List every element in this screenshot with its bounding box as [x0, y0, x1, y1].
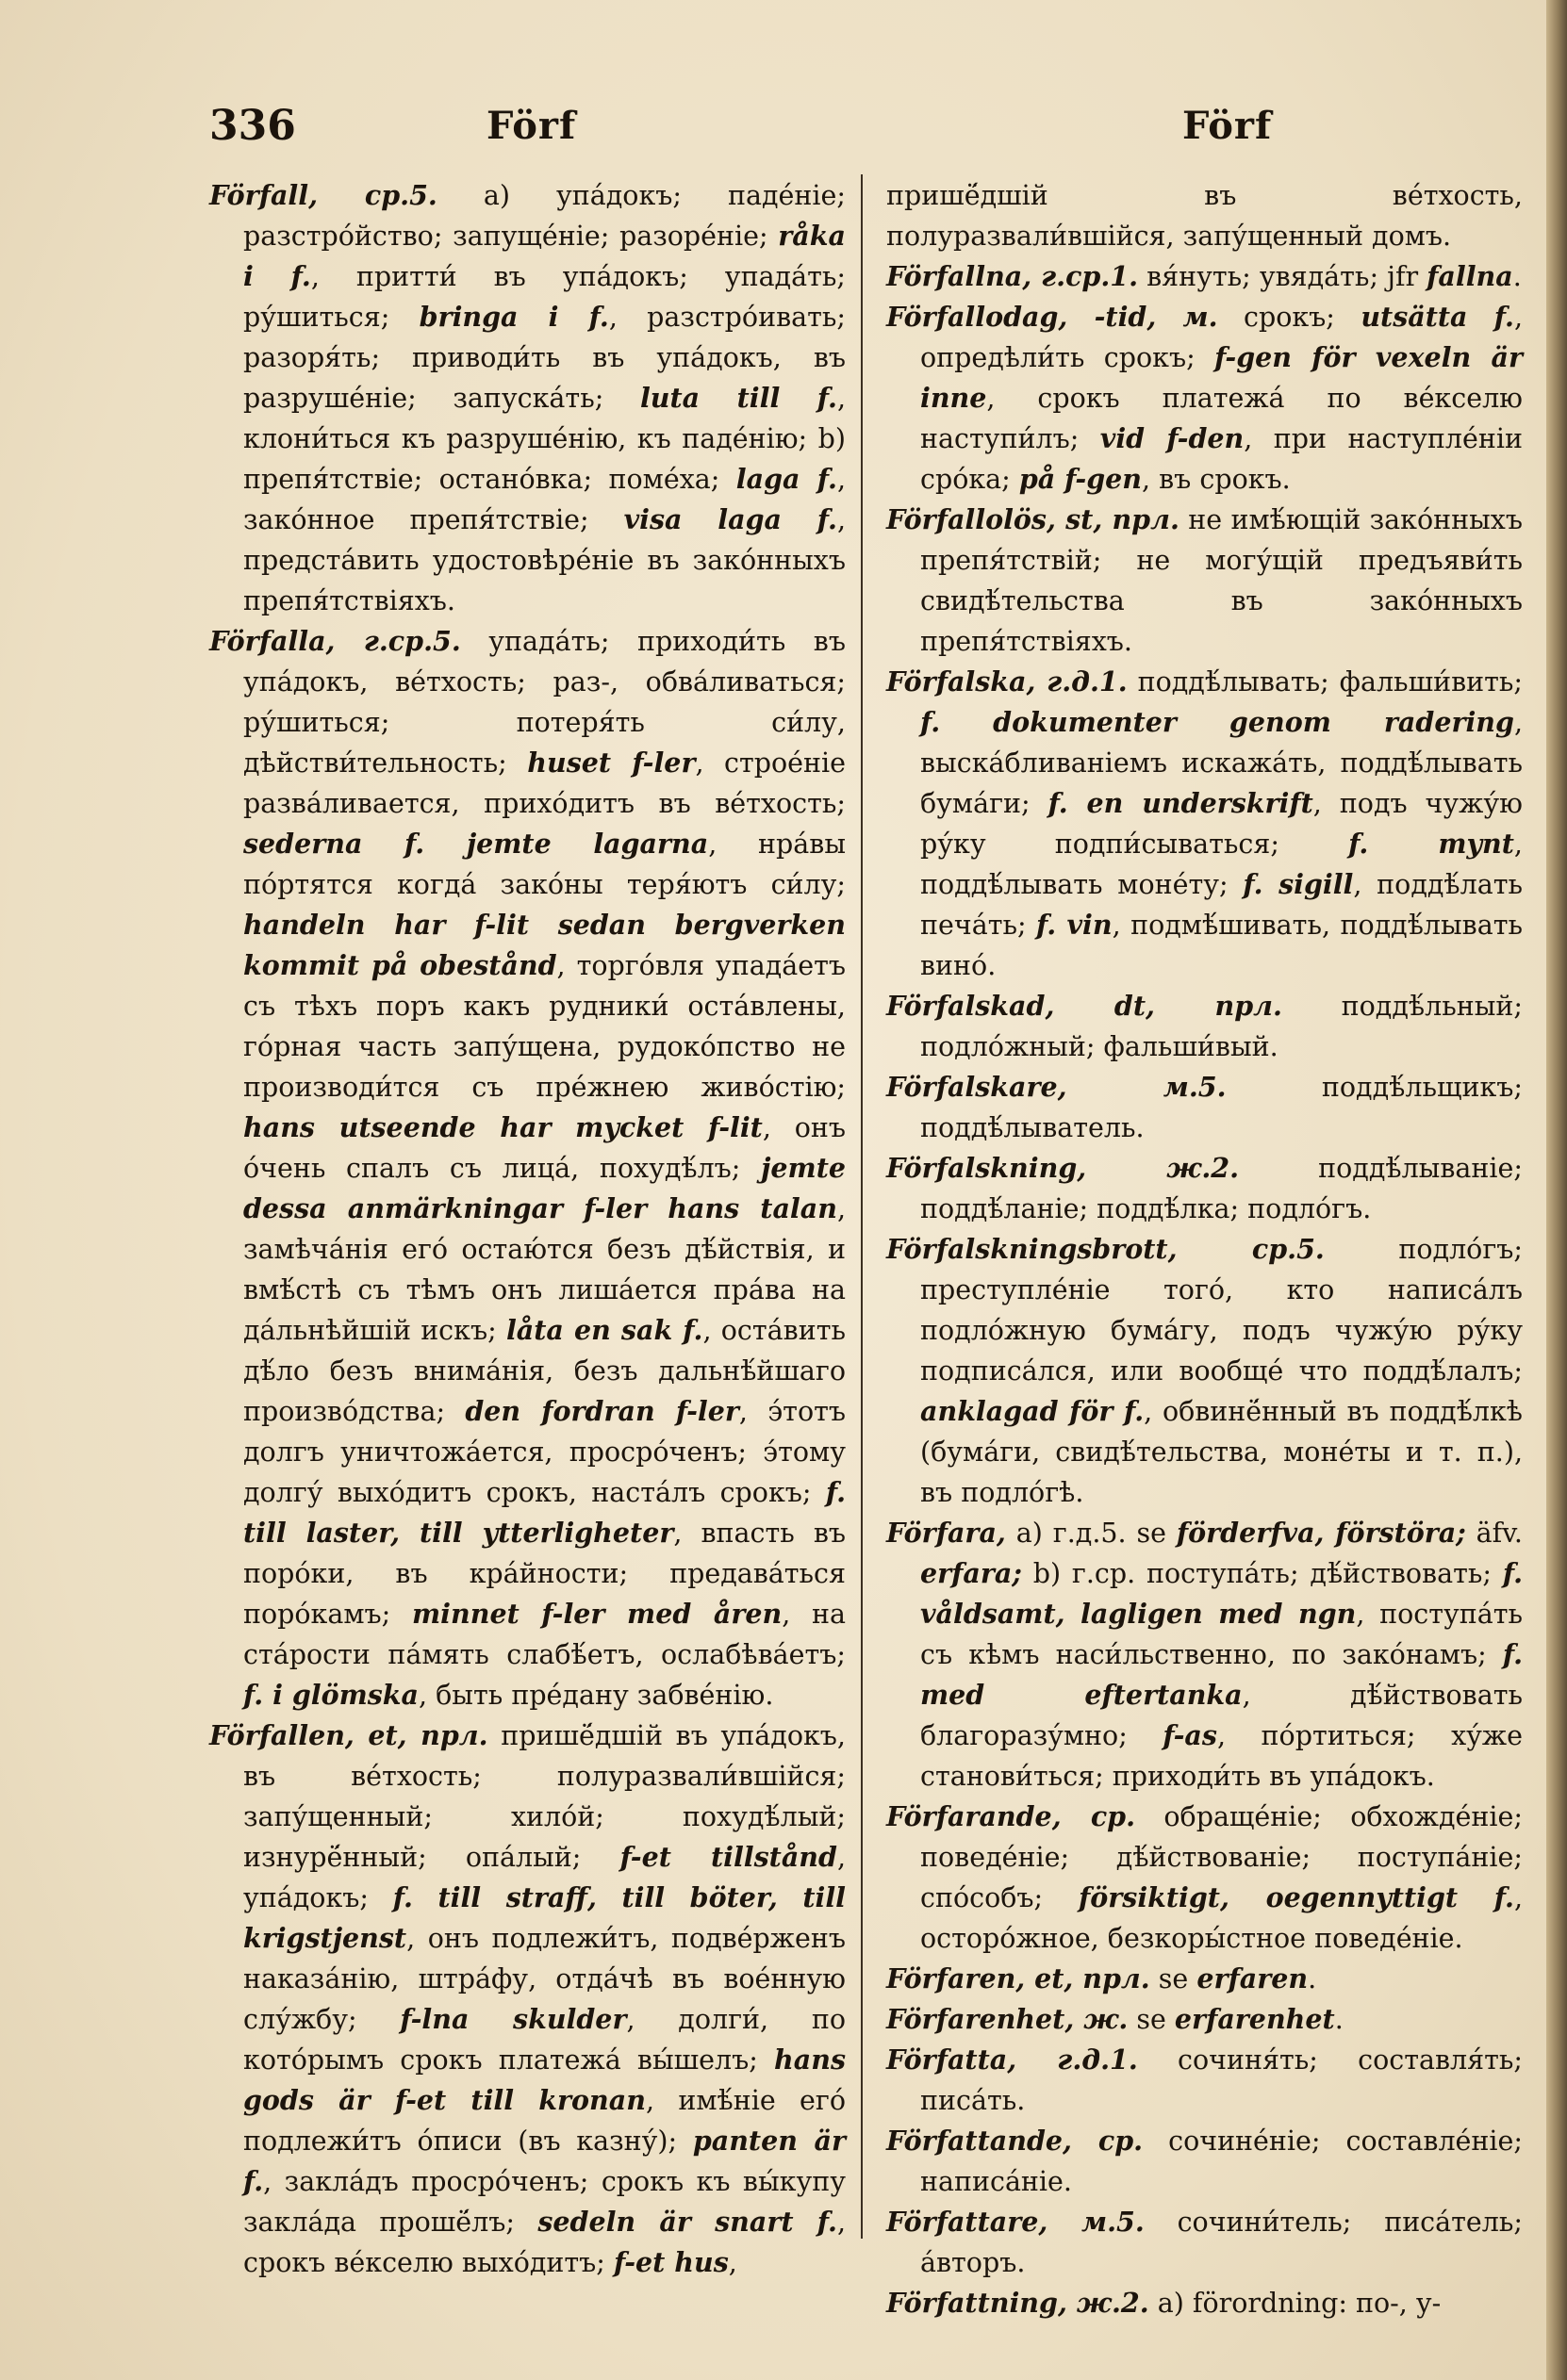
russian-translation: , строе́ніе разва́ливается, прихо́дитъ въ ве́тхость;	[243, 747, 846, 819]
swedish-example: f. mynt	[1348, 828, 1514, 860]
swedish-example: låta en sak f.	[505, 1314, 703, 1346]
page-number: 336	[209, 102, 296, 150]
russian-translation: а) förordning: по-, у-	[1148, 2288, 1442, 2319]
swedish-example: försiktigt, oegennyttigt f.	[1078, 1881, 1514, 1913]
russian-translation: , нра́вы по́ртятся когда́ зако́ны теря́ютъ си́лу;	[243, 829, 846, 900]
russian-translation: , онъ подлежи́тъ, подве́рженъ наказа́нію, штра́фу, отда́чѣ въ вое́нную слу́жбу;	[243, 1923, 846, 2035]
book-spine-shadow	[1546, 0, 1567, 2380]
russian-translation: .	[1334, 2004, 1344, 2035]
russian-translation: , подмѣ́шивать, поддѣ́лывать вино́.	[920, 910, 1523, 981]
dictionary-entry	[886, 986, 1523, 1067]
dictionary-entry	[886, 662, 1523, 986]
left-column	[209, 175, 846, 2283]
russian-translation: сочини́тель; писа́тель; а́вторъ.	[920, 2207, 1523, 2278]
russian-translation: , поддѣ́лывать моне́ту;	[920, 829, 1523, 900]
russian-translation: упада́ть; приходи́ть въ упа́докъ, ве́тхость; раз-, обва́ливаться; ру́шиться; потеря́ть си́лу, дѣйстви́тельность;	[243, 626, 846, 779]
swedish-example: den fordran f-ler	[465, 1395, 739, 1427]
russian-translation: , клони́ться къ разруше́нію, къ паде́нію; b) препя́тствіе; остано́вка; поме́ха;	[243, 383, 846, 495]
russian-translation: , поддѣ́лать печа́ть;	[920, 869, 1523, 941]
russian-translation: , э́тотъ долгъ уничтожа́ется, просро́ченъ; э́тому долгу́ выхо́дитъ срокъ, наста́лъ срокъ;	[243, 1396, 846, 1508]
russian-translation: , быть пре́дану забве́нію.	[419, 1680, 774, 1711]
swedish-example: f-et hus	[613, 2246, 729, 2278]
russian-translation: обраще́ніе; обхожде́ніе; поведе́ніе; дѣ́йствованіе; поступа́ніе; спо́собъ;	[920, 1801, 1523, 1913]
russian-translation: , предста́вить удостовѣре́ніе въ зако́нныхъ препя́тствіяхъ.	[243, 504, 846, 616]
dictionary-entry	[886, 256, 1523, 297]
entry-headword: Förfalskningsbrott, ср.5.	[886, 1233, 1325, 1265]
swedish-example: luta till f.	[639, 382, 837, 414]
swedish-example: f. sigill	[1243, 868, 1354, 900]
dictionary-entry	[209, 621, 846, 1715]
russian-translation: , зако́нное препя́тствіе;	[243, 464, 846, 535]
entry-headword: Förfarenhet, ж.	[886, 2003, 1129, 2035]
entry-headword: Förfalskning, ж.2.	[886, 1152, 1240, 1184]
russian-translation: , упа́докъ;	[243, 1842, 846, 1913]
russian-translation: поддѣ́лываніе; поддѣ́ланіе; поддѣ́лка; подло́гъ.	[920, 1153, 1523, 1224]
dictionary-entry	[209, 1715, 846, 2283]
swedish-example: sedeln är snart f.	[537, 2206, 837, 2238]
swedish-example: hans gods är f-et till kronan	[243, 2044, 846, 2116]
dictionary-entry	[886, 1959, 1523, 1999]
russian-translation: пришё́дшій въ упа́докъ, въ ве́тхость; полуразвали́вшійся; запу́щенный; хило́й; похудѣ́лый; изнурё́нный; опа́лый;	[243, 1720, 846, 1873]
swedish-example: handeln har f-lit sedan bergverken kommit på obestånd	[243, 909, 846, 981]
russian-translation: , поступа́ть съ кѣмъ наси́льственно, по зако́намъ;	[920, 1599, 1524, 1670]
page-header	[209, 102, 1510, 158]
russian-translation: , осторо́жное, безкоры́стное поведе́ніе.	[920, 1882, 1523, 1954]
russian-translation: , оста́вить дѣ́ло безъ внима́нія, безъ дальнѣ́йшаго произво́дства;	[243, 1315, 846, 1427]
russian-translation: b) г.ср. поступа́ть; дѣ́йствовать;	[1021, 1558, 1503, 1589]
dictionary-entry	[886, 2283, 1523, 2323]
swedish-example: f. en underskrift	[1047, 787, 1313, 819]
swedish-example: hans utseende har mycket f-lit	[243, 1111, 763, 1143]
dictionary-entry	[886, 297, 1523, 500]
dictionary-entry	[886, 1067, 1523, 1148]
russian-translation: подло́гъ; преступле́ніе того́, кто написа́лъ подло́жную бума́гу, подъ чужу́ю ру́ку подписа́лся, или вообще́ что поддѣ́лалъ;	[920, 1234, 1523, 1387]
right-column	[886, 175, 1523, 2323]
russian-translation: äfv.	[1465, 1518, 1523, 1549]
dictionary-entry	[886, 2040, 1523, 2121]
russian-translation: а) г.д.5. se	[1005, 1518, 1177, 1549]
entry-headword: Förfara,	[886, 1517, 1006, 1549]
russian-translation: , при наступле́ніи сро́ка;	[920, 423, 1523, 495]
swedish-example: sederna f. jemte lagarna	[243, 828, 709, 860]
dictionary-entry	[886, 1148, 1523, 1229]
dictionary-entry	[886, 1797, 1523, 1959]
swedish-example: minnet f-ler med åren	[412, 1598, 783, 1630]
russian-translation: ,	[728, 2247, 737, 2278]
dictionary-entry	[886, 1229, 1523, 1513]
entry-headword: Förfall, ср.5.	[209, 179, 437, 211]
entry-headword: Förfalska, г.д.1.	[886, 665, 1128, 698]
swedish-example: erfara;	[920, 1557, 1022, 1589]
swedish-example: huset f-ler	[527, 747, 696, 779]
dictionary-entry	[886, 1999, 1523, 2040]
running-head-left: Förf	[487, 104, 577, 148]
russian-translation: , онъ о́чень спалъ съ лица́, похудѣ́лъ;	[243, 1112, 847, 1184]
swedish-example: f-gen för vexeln är inne	[920, 341, 1523, 414]
swedish-example: erfaren	[1196, 1962, 1309, 1994]
swedish-example: på f-gen	[1018, 463, 1143, 495]
russian-translation: , долги́, по кото́рымъ срокъ платежа́ вы́шелъ;	[243, 2004, 846, 2076]
dictionary-entry	[886, 2121, 1523, 2202]
russian-translation: , обвинё́нный въ поддѣ́лкѣ (бума́ги, свидѣ́тельства, моне́ты и т. п.), въ подло́гѣ.	[920, 1396, 1523, 1508]
russian-translation: , дѣ́йствовать благоразу́мно;	[920, 1680, 1523, 1751]
entry-headword: Förfalskad, dt, прл.	[886, 990, 1282, 1022]
entry-headword: Författande, ср.	[886, 2125, 1144, 2157]
swedish-example: f. vin	[1036, 909, 1113, 941]
russian-translation: не имѣ́ющій зако́нныхъ препя́тствій; не могу́щій предъяви́ть свидѣ́тельства въ зако́нныхъ препя́тствіяхъ.	[920, 504, 1523, 657]
entry-headword: Författning, ж.2.	[886, 2287, 1149, 2319]
russian-translation: , срокъ ве́кселю выхо́дитъ;	[243, 2207, 847, 2278]
russian-translation: вя́нуть; увяда́ть; jfr	[1138, 261, 1427, 292]
dictionary-entry	[886, 2202, 1523, 2283]
swedish-example: f-as	[1163, 1719, 1217, 1751]
russian-translation: , подъ чужу́ю ру́ку подпи́сываться;	[920, 788, 1523, 860]
swedish-example: bringa i f.	[419, 301, 609, 333]
entry-headword: Förfallen, et, прл.	[209, 1719, 488, 1751]
dictionary-entry	[209, 175, 846, 621]
swedish-example: f. till laster, till ytterligheter	[243, 1476, 846, 1549]
swedish-example: laga f.	[735, 463, 837, 495]
entry-headword: Förfaren, et, прл.	[886, 1962, 1150, 1994]
russian-translation: se	[1128, 2004, 1175, 2035]
russian-translation: , замѣча́нія его́ остаю́тся безъ дѣ́йствія, и вмѣ́стѣ съ тѣмъ онъ лиша́ется пра́ва на да́льнѣйшій искъ;	[243, 1193, 846, 1346]
entry-headword: Förfalla, г.ср.5.	[209, 625, 461, 657]
russian-translation: se	[1149, 1963, 1197, 1994]
entry-headword: Förfallna, г.ср.1.	[886, 260, 1139, 292]
russian-translation: , опредѣли́ть срокъ;	[920, 302, 1524, 373]
russian-translation: , выска́бливаніемъ искажа́ть, поддѣ́лывать бума́ги;	[920, 707, 1523, 819]
russian-translation: сочине́ніе; составле́ніе; написа́ніе.	[920, 2126, 1523, 2197]
entry-headword: Förfalskare, м.5.	[886, 1071, 1227, 1103]
dictionary-entry	[886, 1513, 1523, 1797]
russian-translation: поддѣ́льный; подло́жный; фальши́вый.	[920, 991, 1523, 1062]
russian-translation: поддѣ́лывать; фальши́вить;	[1127, 666, 1523, 698]
russian-translation: , на ста́рости па́мять слабѣ́етъ, ослабѣва́етъ;	[243, 1599, 847, 1670]
swedish-example: f. dokumenter genom radering	[920, 706, 1514, 738]
swedish-example: f-lna skulder	[400, 2003, 627, 2035]
swedish-example: f. våldsamt, lagligen med ngn	[920, 1557, 1523, 1630]
russian-translation: , срокъ платежа́ по ве́кселю наступи́лъ;	[920, 383, 1523, 454]
russian-translation: , притти́ въ упа́докъ; упада́ть; ру́шиться;	[243, 261, 846, 333]
running-head-right: Förf	[1182, 104, 1273, 148]
swedish-example: utsätta f.	[1361, 301, 1514, 333]
russian-translation: , впасть въ поро́ки, въ кра́йности; предава́ться поро́камъ;	[243, 1518, 846, 1630]
swedish-example: f. till straff, till böter, till krigstjenst	[243, 1881, 846, 1954]
russian-translation: , въ срокъ.	[1142, 464, 1291, 495]
swedish-example: f. i glömska	[243, 1679, 420, 1711]
entry-headword: Förfarande, ср.	[886, 1800, 1136, 1832]
entry-headword: Författa, г.д.1.	[886, 2044, 1138, 2076]
entry-headword: Förfallolös, st, прл.	[886, 503, 1179, 535]
dictionary-entry	[886, 175, 1523, 256]
entry-headword: Förfallodag, -tid, м.	[886, 301, 1218, 333]
russian-translation: .	[1308, 1963, 1317, 1994]
russian-translation: .	[1512, 261, 1522, 292]
column-divider	[861, 174, 863, 2239]
dictionary-entry	[886, 500, 1523, 662]
swedish-example: panten är f.	[243, 2125, 846, 2197]
swedish-example: förderfva, förstöra;	[1176, 1517, 1466, 1549]
swedish-example: råka i f.	[243, 220, 846, 292]
russian-translation: , торго́вля упада́етъ съ тѣхъ поръ какъ рудники́ оста́влены, го́рная часть запу́щена, рудоко́пство не производи́тся съ пре́жнею живо́стію;	[243, 950, 846, 1103]
russian-translation: пришё́дшій въ ве́тхость, полуразвали́вшійся, запу́щенный домъ.	[886, 180, 1523, 252]
russian-translation: а) упа́докъ; паде́ніе; разстро́йство; запуще́ніе; разоре́ніе;	[243, 180, 846, 252]
swedish-example: visa laga f.	[623, 503, 837, 535]
swedish-example: anklagad för f.	[920, 1395, 1145, 1427]
swedish-example: f. med eftertanka	[920, 1638, 1523, 1711]
swedish-example: f-et tillstånd	[619, 1841, 837, 1873]
swedish-example: fallna	[1427, 260, 1513, 292]
swedish-example: vid f-den	[1099, 422, 1245, 454]
russian-translation: , закла́дъ просро́ченъ; срокъ къ вы́купу закла́да прошё́лъ;	[243, 2166, 846, 2238]
russian-translation: срокъ;	[1217, 302, 1361, 333]
russian-translation: , по́ртиться; ху́же станови́ться; приходи́ть въ упа́докъ.	[920, 1720, 1523, 1792]
russian-translation: поддѣ́льщикъ; поддѣ́лыватель.	[920, 1072, 1523, 1143]
entry-headword: Författare, м.5.	[886, 2206, 1145, 2238]
russian-translation: , разстро́ивать; разоря́ть; приводи́ть въ упа́докъ, въ разруше́ніе; запуска́ть;	[243, 302, 846, 414]
russian-translation: сочиня́ть; составля́ть; писа́ть.	[920, 2044, 1523, 2116]
swedish-example: jemte dessa anmärkningar f-ler hans talan	[243, 1152, 846, 1224]
russian-translation: , имѣ́ніе его́ подлежи́тъ о́писи (въ казну́);	[243, 2085, 846, 2157]
swedish-example: erfarenhet	[1174, 2003, 1335, 2035]
